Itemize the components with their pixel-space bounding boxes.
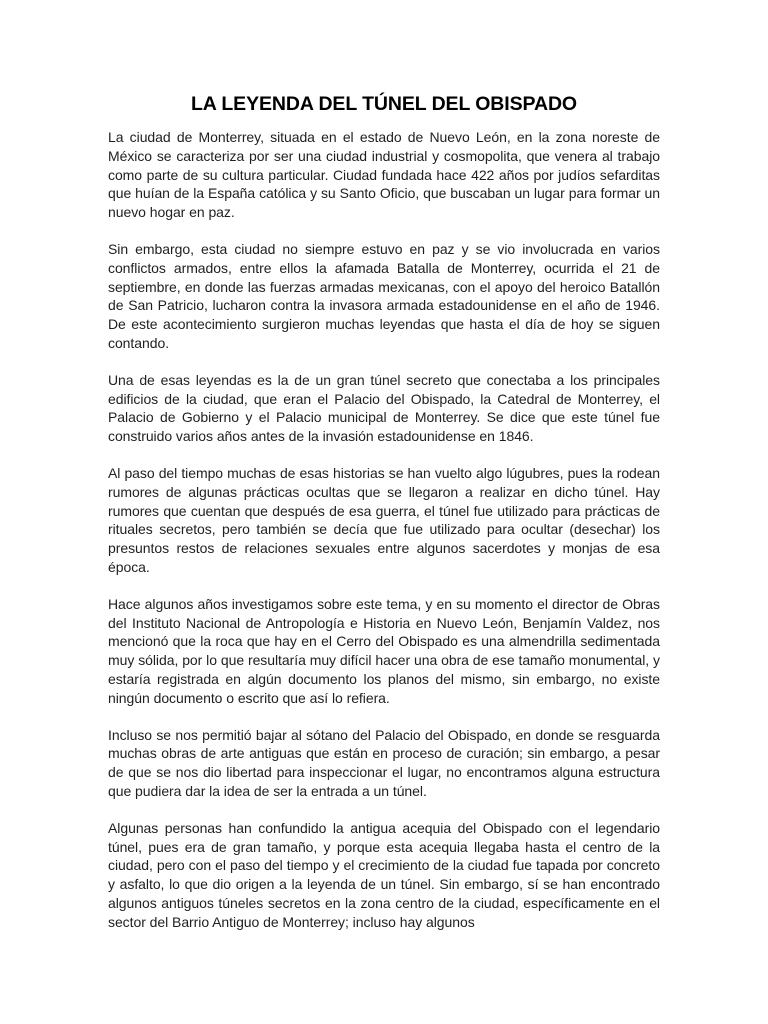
paragraph-2: Sin embargo, esta ciudad no siempre estuvo en paz y se vio involucrada en varios conflictos armados, entre ellos la afamada Batalla de Monterrey, ocurrida el 21 de septiembre, en donde las fuerzas armadas mexicanas, con el apoyo del heroico Batallón de San Patricio, lucharon contra la invasora armada estadounidense en el año de 1946. De este acontecimiento surgieron muchas leyendas que hasta el día de hoy se siguen contando. <box>108 240 660 351</box>
paragraph-1: La ciudad de Monterrey, situada en el estado de Nuevo León, en la zona noreste de México se caracteriza por ser una ciudad industrial y cosmopolita, que venera al trabajo como parte de su cultura particular. Ciudad fundada hace 422 años por judíos sefarditas que huían de la España católica y su Santo Oficio, que buscaban un lugar para formar un nuevo hogar en paz. <box>108 129 660 221</box>
document-body <box>108 128 660 949</box>
paragraph-6: Incluso se nos permitió bajar al sótano del Palacio del Obispado, en donde se resguarda muchas obras de arte antiguas que están en proceso de curación; sin embargo, a pesar de que se nos dio libertad para inspeccionar el lugar, no encontramos alguna estructura que pudiera dar la idea de ser la entrada a un túnel. <box>108 726 660 799</box>
paragraph-4: Al paso del tiempo muchas de esas historias se han vuelto algo lúgubres, pues la rodean rumores de algunas prácticas ocultas que se llegaron a realizar en dicho túnel. Hay rumores que cuentan que después de esa guerra, el túnel fue utilizado para prácticas de rituales secretos, pero también se decía que fue utilizado para ocultar (desechar) los presuntos restos de relaciones sexuales entre algunos sacerdotes y monjas de esa época. <box>108 464 660 575</box>
paragraph-3: Una de esas leyendas es la de un gran túnel secreto que conectaba a los principales edificios de la ciudad, que eran el Palacio del Obispado, la Catedral de Monterrey, el Palacio de Gobierno y el Palacio municipal de Monterrey. Se dice que este túnel fue construido varios años antes de la invasión estadounidense en 1846. <box>108 371 660 445</box>
paragraph-7: Algunas personas han confundido la antigua acequia del Obispado con el legendario túnel, pues era de gran tamaño, y porque esta acequia llegaba hasta el centro de la ciudad, pero con el paso del tiempo y el crecimiento de la ciudad fue tapada por concreto y asfalto, lo que dio origen a la leyenda de un túnel. Sin embargo, sí se han encontrado algunos antiguos túneles secretos en la zona centro de la ciudad, específicamente en el sector del Barrio Antiguo de Monterrey; incluso hay algunos <box>108 819 660 930</box>
document-title: LA LEYENDA DEL TÚNEL DEL OBISPADO <box>190 93 577 115</box>
paragraph-5: Hace algunos años investigamos sobre este tema, y en su momento el director de Obras del Instituto Nacional de Antropología e Historia en Nuevo León, Benjamín Valdez, nos mencionó que la roca que hay en el Cerro del Obispado es una almendrilla sedimentada muy sólida, por lo que resultaría muy difícil hacer una obra de ese tamaño monumental, y estaría registrada en algún documento los planos del mismo, sin embargo, no existe ningún documento o escrito que así lo refiera. <box>108 595 660 706</box>
